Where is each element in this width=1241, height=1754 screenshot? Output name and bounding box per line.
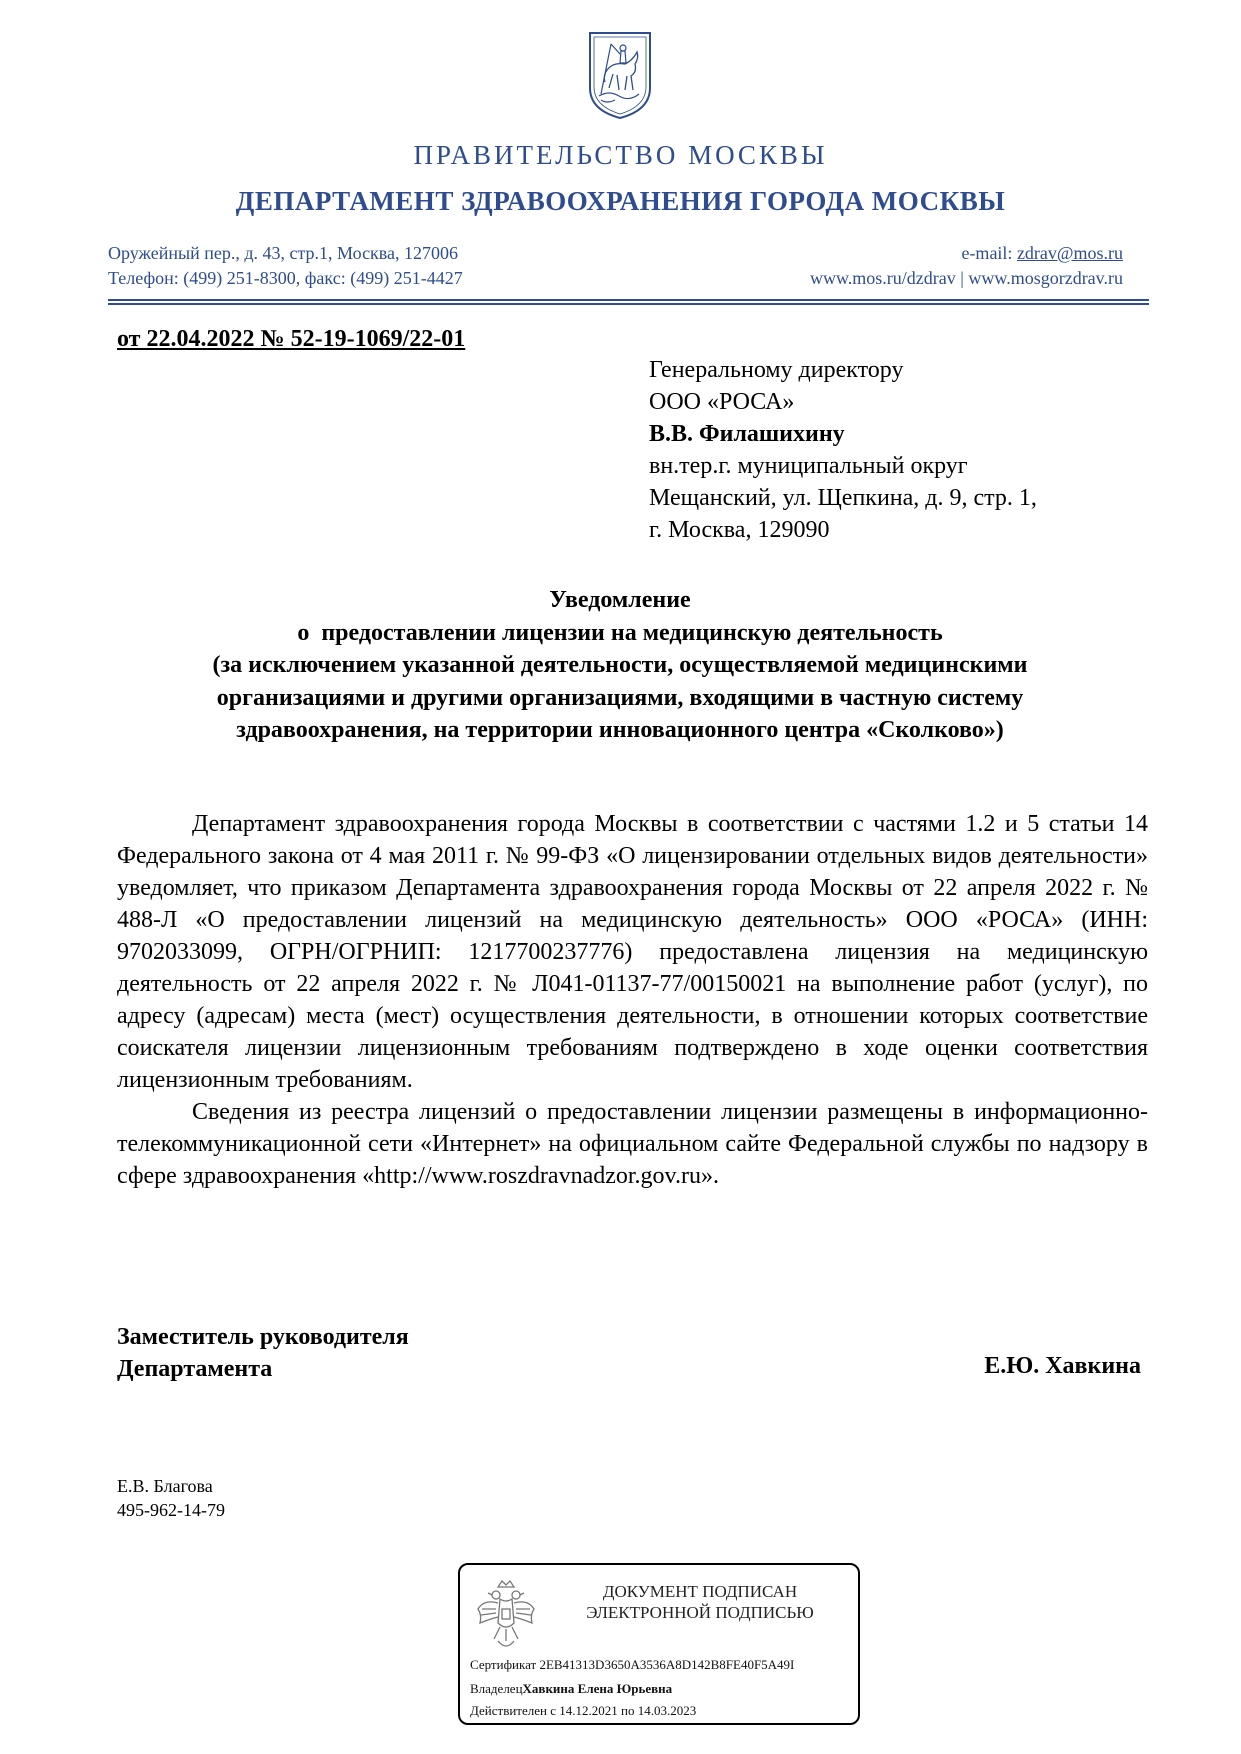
stamp-heading-line: ЭЛЕКТРОННОЙ ПОДПИСЬЮ	[586, 1603, 814, 1622]
postal-address: Оружейный пер., д. 43, стр.1, Москва, 127006	[108, 243, 459, 263]
addressee-address-line: г. Москва, 129090	[649, 517, 830, 543]
notice-heading	[140, 584, 1100, 747]
addressee-name: В.В. Филашихину	[649, 421, 845, 447]
certificate-value: 2EB41313D3650A3536A8D142B8FE40F5A49I	[539, 1657, 795, 1672]
certificate-label: Сертификат	[470, 1657, 540, 1672]
stamp-heading	[560, 1581, 840, 1623]
executor-phone: 495-962-14-79	[117, 1500, 225, 1520]
notice-title: Уведомление	[549, 587, 691, 613]
owner-value: Хавкина Елена Юрьевна	[522, 1681, 673, 1696]
owner-line	[470, 1681, 672, 1697]
contacts-left	[108, 241, 463, 291]
signer-title-line: Департамента	[117, 1356, 273, 1382]
electronic-signature-stamp	[458, 1563, 860, 1725]
addressee-position: Генеральному директору	[649, 357, 904, 383]
addressee-address-line: Мещанский, ул. Щепкина, д. 9, стр. 1,	[649, 485, 1037, 511]
signer-name: Е.Ю. Хавкина	[984, 1353, 1141, 1379]
executor-block	[117, 1474, 225, 1522]
signer-title	[117, 1321, 409, 1385]
certificate-line	[470, 1657, 794, 1673]
addressee-company: ООО «РОСА»	[649, 389, 795, 415]
department-title: ДЕПАРТАМЕНТ ЗДРАВООХРАНЕНИЯ ГОРОДА МОСКВЫ	[235, 186, 1006, 216]
body-paragraph: Департамент здравоохранения города Москвы в соответствии с частями 1.2 и 5 статьи 14 Федерального закона от 4 мая 2011 г. № 99-ФЗ «О лицензировании отдельных видов деятельности» уведомляет, что приказом Департамента здравоохранения города Москвы от 22 апреля 2022 г. № 488-Л «О предоставлении лицензий на медицинскую деятельность» ООО «РОСА» (ИНН: 9702033099, ОГРН/ОГРНИП: 1217700237776) предоставлена лицензия на медицинскую деятельность от 22 апреля 2022 г. № Л041-01137-77/00150021 на выполнение работ (услуг), по адресу (адресам) места (мест) осуществления деятельности, в отношении которых соответствие соискателя лицензии лицензионным требованиям подтверждено в ходе оценки соответствия лицензионным требованиям.	[117, 811, 1148, 1093]
websites[interactable]: www.mos.ru/dzdrav | www.mosgorzdrav.ru	[809, 268, 1123, 288]
body-paragraph: Сведения из реестра лицензий о предоставлении лицензии размещены в информационно-телекоммуникационной сети «Интернет» на официальном сайте Федеральной службы по надзору в сфере здравоохранения «http://www.roszdravnadzor.gov.ru».	[117, 1099, 1148, 1189]
moscow-coat-of-arms-icon	[587, 30, 653, 121]
government-title: ПРАВИТЕЛЬСТВО МОСКВЫ	[413, 140, 828, 170]
email-label: e-mail:	[961, 243, 1017, 263]
document-reference: от 22.04.2022 № 52-19-1069/22-01	[117, 326, 466, 352]
double-headed-eagle-icon	[474, 1579, 538, 1655]
notice-subject-line: о предоставлении лицензии на медицинскую деятельность	[297, 619, 943, 646]
stamp-heading-line: ДОКУМЕНТ ПОДПИСАН	[602, 1582, 798, 1601]
owner-label: Владелец	[470, 1681, 523, 1696]
body-text	[117, 808, 1148, 1192]
validity-line: Действителен с 14.12.2021 по 14.03.2023	[470, 1703, 697, 1718]
notice-subject-line: организациями и другими организациями, входящими в частную систему	[216, 684, 1024, 711]
header-divider	[108, 299, 1149, 301]
email-link[interactable]: zdrav@mos.ru	[1016, 243, 1123, 263]
addressee-address-line: вн.тер.г. муниципальный округ	[649, 453, 968, 479]
addressee-block	[649, 354, 1037, 546]
header-divider	[108, 303, 1149, 305]
executor-name: Е.В. Благова	[117, 1476, 213, 1496]
email-line	[810, 241, 1123, 266]
phone-fax: Телефон: (499) 251-8300, факс: (499) 251-4427	[108, 268, 463, 288]
contacts-right	[810, 241, 1123, 291]
notice-subject-line: здравоохранения, на территории инновационного центра «Сколково»)	[236, 717, 1004, 743]
signer-title-line: Заместитель руководителя	[117, 1324, 409, 1350]
notice-subject-line: (за исключением указанной деятельности, осуществляемой медицинскими	[212, 652, 1028, 678]
